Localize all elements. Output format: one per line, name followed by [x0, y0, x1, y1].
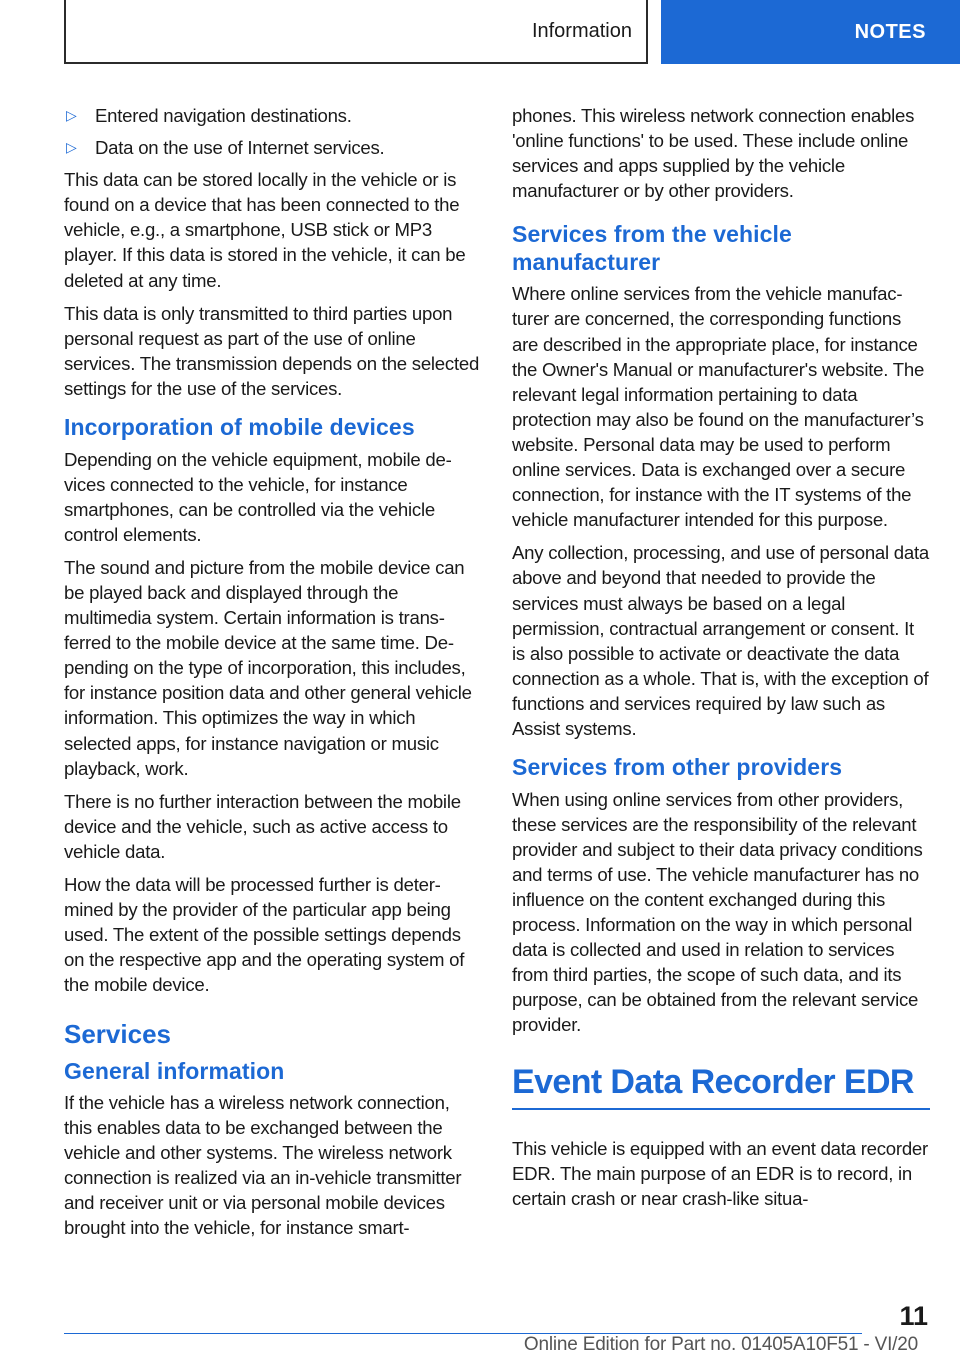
header-notes-tab[interactable]	[661, 0, 960, 64]
bullet-text: Entered navigation destinations.	[95, 105, 352, 126]
heading-other-providers: Services from other providers	[512, 754, 843, 781]
header-section-text: Information	[531, 19, 632, 42]
heading-event-data-recorder: Event Data Recorder EDR	[512, 1062, 930, 1110]
paragraph: Where online services from the vehicle manufacturer are concerned, the corresponding functions are described in the appropriate place, for instance the Owner's Manual or manufacturer's website. The relevant legal information pertaining to data protection may also be found on the manufacturer’s website. Personal data may be used to perform online services. Data is exchanged over a secure connection, for instance with the IT systems of the vehicle manufacturer intended for this purpose.	[512, 283, 925, 531]
paragraph: Any collection, processing, and use of personal data above and beyond that needed to provide the services must always be based on a legal permission, contractual arrangement or consent. It is also possible to activate or deactivate the data connection as a whole. That is, with the exception of functions and services required by law such as Assist systems.	[512, 542, 929, 739]
footer-edition: Online Edition for Part no. 01405A10F51 - VI/20	[523, 1334, 918, 1355]
paragraph: This data can be stored locally in the vehicle or is found on a device that has been connected to the vehicle, e.g., a smartphone, USB stick or MP3 player. If this data is stored in the vehicle, it can be deleted at any time.	[64, 169, 466, 291]
left-column	[64, 103, 480, 1249]
paragraph: phones. This wireless network connection enables 'online functions' to be used. These include online services and apps supplied by the vehicle manufacturer or by other providers.	[512, 105, 915, 202]
heading-manufacturer-services: Services from the vehicle manufacturer	[512, 221, 792, 275]
heading-general-information: General information	[64, 1057, 285, 1084]
bullet-item	[64, 135, 480, 160]
paragraph: If the vehicle has a wireless network connection, this enables data to be exchanged between the vehicle and other systems. The wireless network connection is realized via an in-vehicle transmitter and receiver unit or via personal mobile devices brought into the vehicle, for instance smart-	[64, 1092, 462, 1239]
paragraph: How the data will be processed further is determined by the provider of the particular app being used. The extent of the possible settings depends on the respective app and the operating system of the mobile device.	[64, 874, 465, 996]
triangle-bullet-icon: ▷	[66, 139, 77, 156]
paragraph: This vehicle is equipped with an event data recorder EDR. The main purpose of an EDR is to record, in certain crash or near crash-like situa-	[512, 1137, 928, 1209]
bullet-text: Data on the use of Internet services.	[95, 137, 385, 159]
paragraph: There is no further interaction between the mobile device and the vehicle, such as active access to vehicle data.	[64, 790, 461, 862]
triangle-bullet-icon: ▷	[66, 107, 77, 123]
header-section-label	[64, 0, 648, 64]
bullet-item	[64, 103, 480, 128]
header-notes-text: NOTES	[854, 20, 926, 43]
paragraph: This data is only transmitted to third parties upon personal request as part of the use of online services. The transmission depends on the selected settings for the use of the services.	[64, 302, 480, 399]
right-column	[512, 103, 930, 1219]
paragraph: The sound and picture from the mobile device can be played back and displayed through the multimedia system. Certain information is transferred to the mobile device at the same time. Depending on the type of incorporation, this includes, for instance position data and other general vehicle information. This optimizes the way in which selected apps, for instance navigation or music playback, work.	[64, 556, 472, 779]
paragraph: Depending on the vehicle equipment, mobile devices connected to the vehicle, for instance smartphones, can be controlled via the vehicle control elements.	[64, 448, 452, 545]
paragraph: When using online services from other providers, these services are the responsibility of the relevant provider and subject to their data privacy conditions and terms of use. The vehicle manufacturer has no influence on the content exchanged during this process. Information on the way in which personal data is collected and used in relation to services from third parties, the scope of such data, and its purpose, can be obtained from the relevant service provider.	[512, 788, 923, 1036]
heading-services: Services	[64, 1018, 171, 1049]
heading-mobile-devices: Incorporation of mobile devices	[64, 414, 415, 441]
page-number: 11	[899, 1301, 928, 1331]
